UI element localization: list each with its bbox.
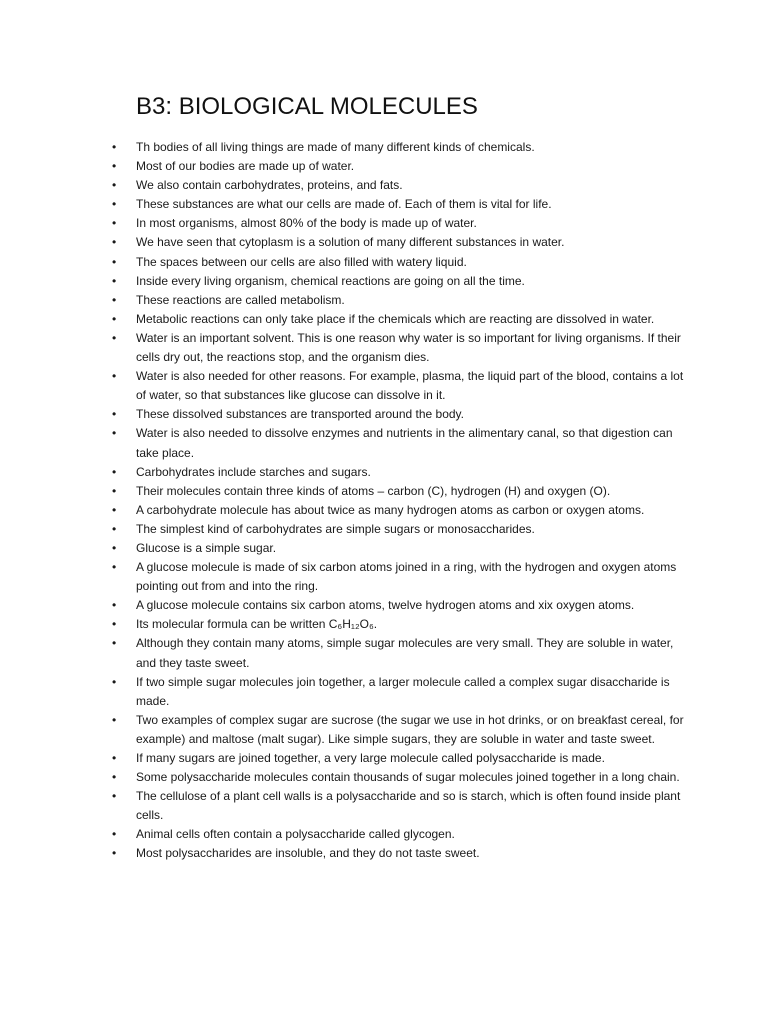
bullet-icon: • — [112, 770, 117, 785]
bullet-icon: • — [112, 521, 117, 536]
document-title: B3: BIOLOGICAL MOLECULES — [136, 93, 478, 120]
bullet-icon: • — [112, 159, 117, 174]
list-item-text: Although they contain many atoms, simple sugar molecules are very small. They are soluble in water, and they taste sweet. — [136, 636, 674, 670]
list-item — [108, 749, 688, 768]
list-item — [108, 520, 688, 539]
list-item-text: Water is also needed to dissolve enzymes and nutrients in the alimentary canal, so that digestion can take place. — [136, 426, 673, 460]
list-item — [108, 424, 688, 462]
list-item-text: Its molecular formula can be written C₆H₁₂O₆. — [136, 617, 378, 632]
bullet-list — [108, 138, 688, 864]
list-item-text: Their molecules contain three kinds of atoms – carbon (C), hydrogen (H) and oxygen (O). — [136, 483, 611, 498]
list-item — [108, 157, 688, 176]
list-item-text: Carbohydrates include starches and sugars. — [136, 464, 371, 479]
list-item-text: Most of our bodies are made up of water. — [136, 159, 355, 174]
list-item-text: Glucose is a simple sugar. — [136, 540, 277, 555]
list-item — [108, 272, 688, 291]
list-item-text: We have seen that cytoplasm is a solution of many different substances in water. — [136, 235, 565, 250]
bullet-icon: • — [112, 789, 117, 804]
bullet-icon: • — [112, 846, 117, 861]
bullet-icon: • — [112, 712, 117, 727]
list-item — [108, 539, 688, 558]
list-item-text: These dissolved substances are transported around the body. — [136, 407, 464, 422]
bullet-icon: • — [112, 827, 117, 842]
list-item — [108, 596, 688, 615]
bullet-icon: • — [112, 330, 117, 345]
list-item — [108, 673, 688, 711]
list-item — [108, 768, 688, 787]
list-item — [108, 291, 688, 310]
bullet-icon: • — [112, 140, 117, 154]
bullet-icon: • — [112, 636, 117, 651]
list-item — [108, 310, 688, 329]
list-item — [108, 367, 688, 405]
list-item-text: Water is also needed for other reasons. For example, plasma, the liquid part of the blood, contains a lot of water, so that substances like glucose can dissolve in it. — [136, 369, 684, 403]
list-item-text: Two examples of complex sugar are sucrose (the sugar we use in hot drinks, or on breakfast cereal, for example) and maltose (malt sugar). Like simple sugars, they are soluble in water and taste sweet. — [136, 712, 684, 746]
list-item-text: These reactions are called metabolism. — [136, 292, 345, 307]
list-item — [108, 214, 688, 233]
bullet-icon: • — [112, 254, 117, 269]
list-item-text: Th bodies of all living things are made of many different kinds of chemicals. — [136, 140, 535, 154]
list-item-text: The simplest kind of carbohydrates are simple sugars or monosaccharides. — [136, 521, 535, 536]
bullet-icon: • — [112, 216, 117, 231]
bullet-icon: • — [112, 464, 117, 479]
list-item-text: Water is an important solvent. This is one reason why water is so important for living organisms. If their cells dry out, the reactions stop, and the organism dies. — [136, 330, 681, 365]
list-item-text: Metabolic reactions can only take place if the chemicals which are reacting are dissolved in water. — [136, 311, 655, 326]
list-item-text: If two simple sugar molecules join together, a larger molecule called a complex sugar disaccharide is made. — [136, 674, 670, 708]
list-item — [108, 482, 688, 501]
list-item-text: Inside every living organism, chemical reactions are going on all the time. — [136, 273, 525, 288]
bullet-icon: • — [112, 560, 117, 575]
bullet-icon: • — [112, 197, 117, 212]
list-item — [108, 615, 688, 634]
list-item-text: Animal cells often contain a polysaccharide called glycogen. — [136, 827, 455, 842]
list-item — [108, 825, 688, 844]
list-item-text: These substances are what our cells are made of. Each of them is vital for life. — [136, 197, 552, 212]
bullet-icon: • — [112, 598, 117, 613]
list-item — [108, 329, 688, 367]
list-item-text: A carbohydrate molecule has about twice as many hydrogen atoms as carbon or oxygen atoms. — [136, 502, 645, 517]
list-item — [108, 634, 688, 672]
list-item-text: If many sugars are joined together, a very large molecule called polysaccharide is made. — [136, 751, 605, 765]
bullet-icon: • — [112, 369, 117, 384]
bullet-icon: • — [112, 751, 117, 765]
list-item — [108, 176, 688, 195]
bullet-icon: • — [112, 674, 117, 689]
list-item — [108, 787, 688, 825]
list-item — [108, 501, 688, 520]
bullet-icon: • — [112, 502, 117, 517]
list-item — [108, 844, 688, 863]
bullet-icon: • — [112, 426, 117, 441]
bullet-icon: • — [112, 540, 117, 555]
list-item — [108, 405, 688, 424]
bullet-icon: • — [112, 407, 117, 422]
list-item — [108, 253, 688, 272]
bullet-icon: • — [112, 273, 117, 288]
bullet-icon: • — [112, 311, 117, 326]
bullet-icon: • — [112, 178, 117, 193]
bullet-icon: • — [112, 617, 117, 632]
list-item-text: The cellulose of a plant cell walls is a polysaccharide and so is starch, which is often found inside plant cells. — [136, 789, 681, 823]
list-item — [108, 463, 688, 482]
list-item — [108, 195, 688, 214]
list-item-text: We also contain carbohydrates, proteins, and fats. — [136, 178, 403, 193]
bullet-icon: • — [112, 483, 117, 498]
list-item-text: In most organisms, almost 80% of the body is made up of water. — [136, 216, 477, 231]
list-item — [108, 138, 688, 157]
list-item-text: A glucose molecule is made of six carbon atoms joined in a ring, with the hydrogen and oxygen atoms pointing out from and into the ring. — [136, 560, 677, 594]
bullet-icon: • — [112, 235, 117, 250]
list-item — [108, 233, 688, 252]
list-item-text: Most polysaccharides are insoluble, and they do not taste sweet. — [136, 846, 480, 861]
bullet-icon: • — [112, 292, 117, 307]
list-item-text: The spaces between our cells are also filled with watery liquid. — [136, 254, 467, 269]
list-item-text: Some polysaccharide molecules contain thousands of sugar molecules joined together in a long chain. — [136, 770, 680, 785]
list-item-text: A glucose molecule contains six carbon atoms, twelve hydrogen atoms and xix oxygen atoms. — [136, 598, 635, 613]
list-item — [108, 711, 688, 749]
list-item — [108, 558, 688, 596]
